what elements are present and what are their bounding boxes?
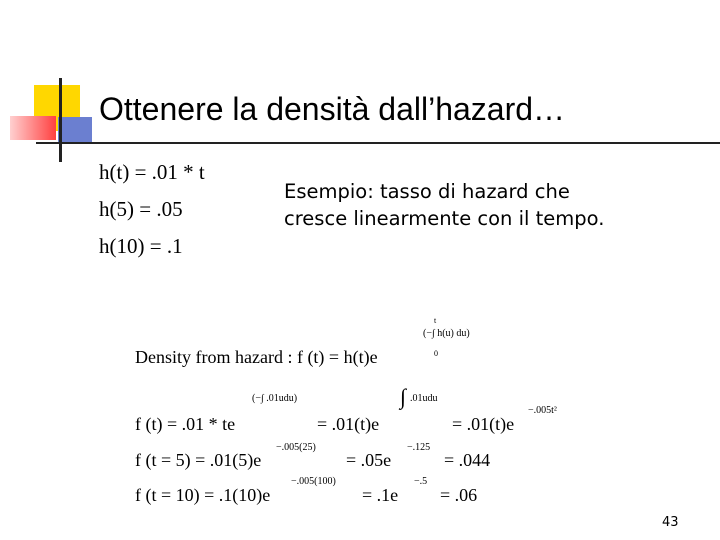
example-text: Esempio: tasso di hazard che cresce linearmente con il tempo. [284, 180, 605, 230]
integral-upper-limit: t [434, 316, 437, 325]
hazard-formula-2: h(5) = .05 [99, 197, 183, 221]
density-step-2: = .01(t)e [317, 414, 380, 434]
density-at-10-result: = .06 [440, 485, 478, 505]
density-step-1: f (t) = .01 * te [135, 414, 236, 434]
density-at-5-exponent: −.005(25) [276, 442, 316, 453]
hazard-formula-1: h(t) = .01 * t [99, 160, 205, 184]
density-step-3: = .01(t)e [452, 414, 515, 434]
density-at-10-mid: = .1e [362, 485, 399, 505]
density-at-5-result: = .044 [444, 450, 491, 470]
integral-lower-limit: 0 [434, 349, 438, 358]
title-underline [36, 142, 720, 144]
integral-sign: ∫ [400, 384, 407, 409]
density-step-3-exponent: −.005t² [528, 405, 557, 416]
page-number: 43 [662, 515, 679, 530]
decor-vertical-line [59, 78, 62, 162]
slide-title: Ottenere la densità dall’hazard… [99, 91, 566, 127]
density-formula: Density from hazard : f (t) = h(t)e [135, 347, 378, 367]
density-at-10-exponent: −.005(100) [291, 476, 336, 487]
density-step-2-exponent: .01udu [410, 393, 438, 404]
decor-blue-square [58, 117, 92, 143]
density-at-10-exponent-2: −.5 [414, 476, 428, 487]
density-at-5-exponent-2: −.125 [407, 442, 431, 453]
hazard-formula-3: h(10) = .1 [99, 234, 183, 258]
decor-red-bar [10, 116, 56, 140]
density-at-5-mid: = .05e [346, 450, 392, 470]
density-exponent: (−∫ h(u) du) [423, 328, 470, 339]
density-step-1-exponent: (−∫ .01udu) [252, 393, 298, 404]
density-at-10: f (t = 10) = .1(10)e [135, 485, 271, 505]
density-at-5: f (t = 5) = .01(5)e [135, 450, 262, 470]
